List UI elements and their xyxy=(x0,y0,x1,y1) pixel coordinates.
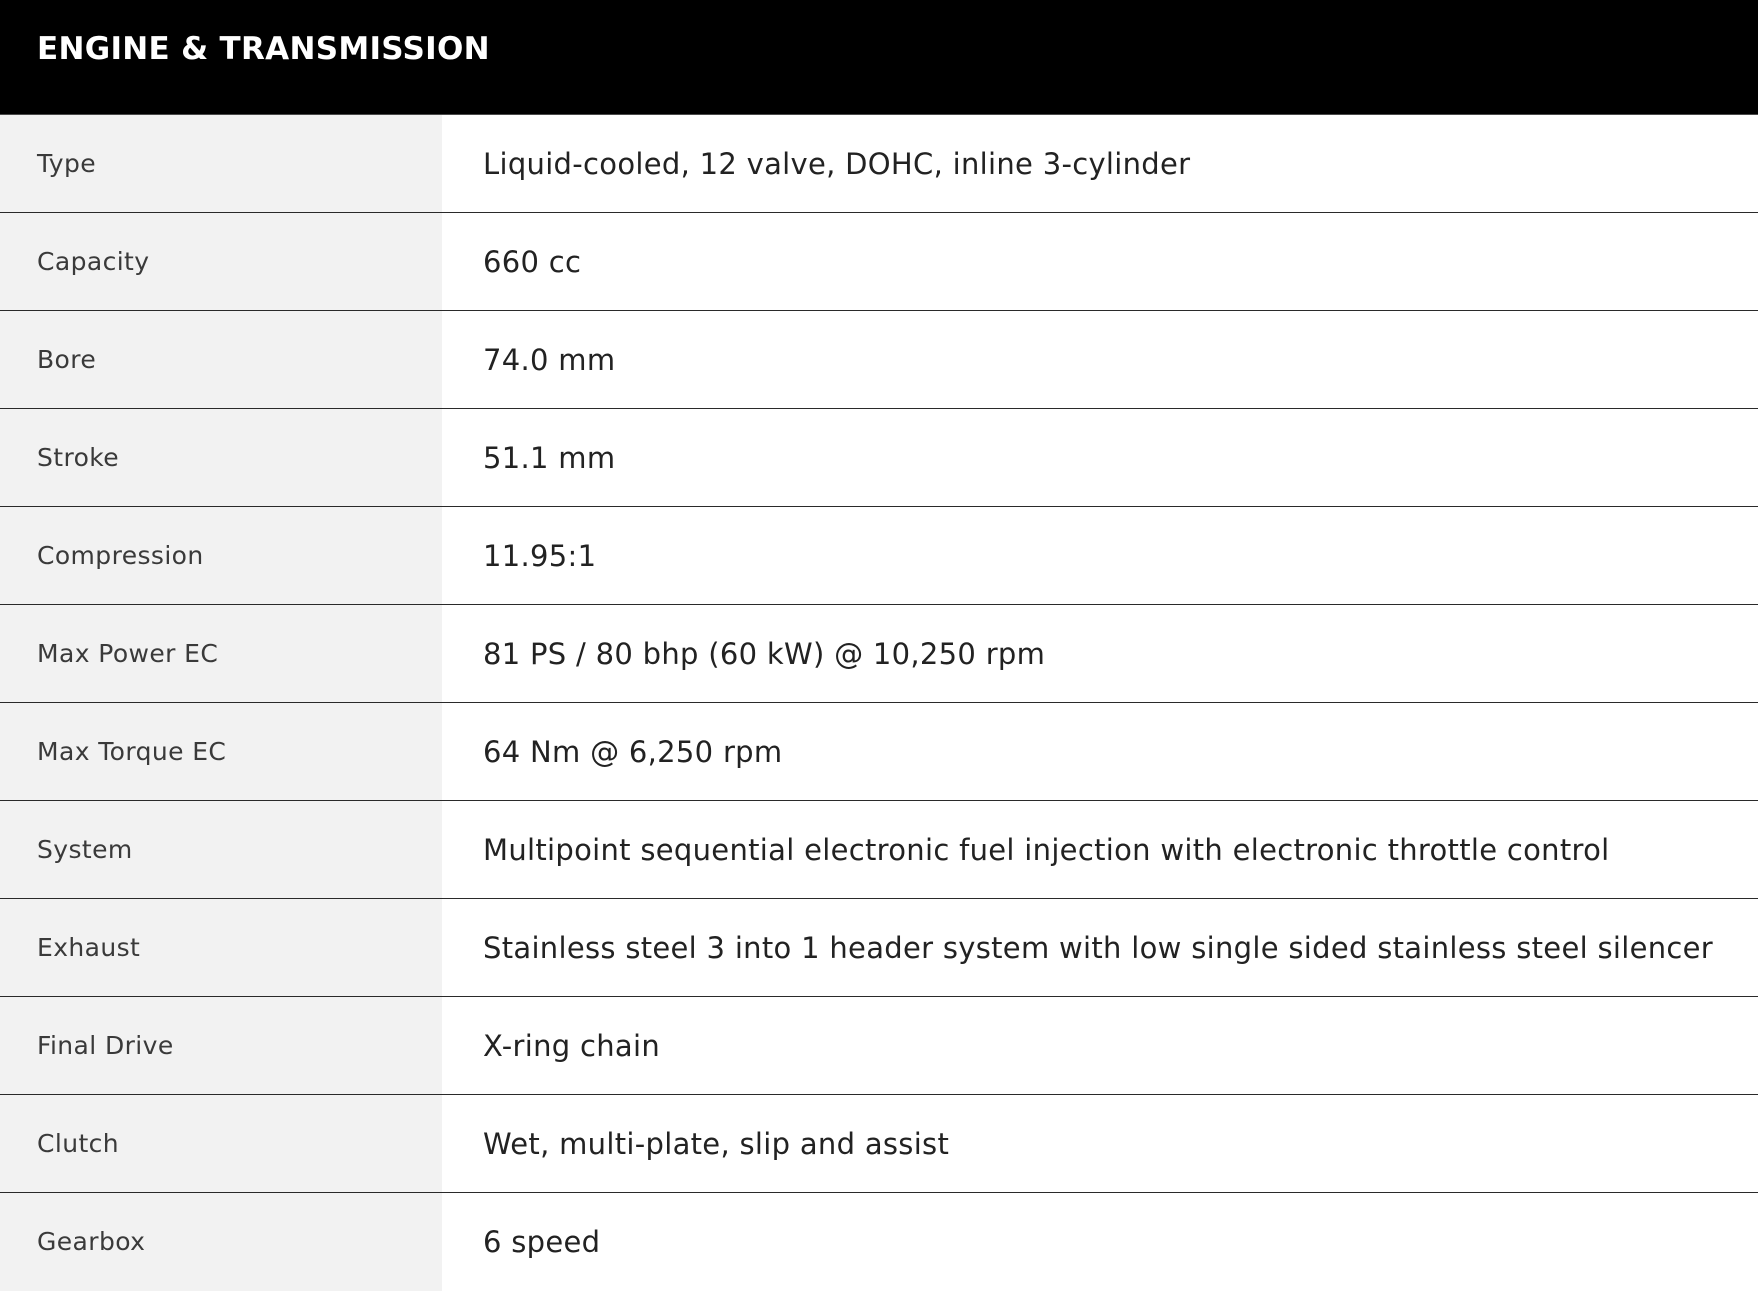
section-title: ENGINE & TRANSMISSION xyxy=(37,31,490,67)
table-row xyxy=(0,213,1758,311)
spec-value: Multipoint sequential electronic fuel injection with electronic throttle control xyxy=(442,801,1758,899)
table-row xyxy=(0,409,1758,507)
spec-label: System xyxy=(0,801,442,899)
spec-label: Compression xyxy=(0,507,442,605)
spec-label: Stroke xyxy=(0,409,442,507)
table-row xyxy=(0,703,1758,801)
spec-value: 64 Nm @ 6,250 rpm xyxy=(442,703,1758,801)
spec-value: 74.0 mm xyxy=(442,311,1758,409)
table-row xyxy=(0,311,1758,409)
table-row xyxy=(0,997,1758,1095)
spec-value: Wet, multi-plate, slip and assist xyxy=(442,1095,1758,1193)
table-row xyxy=(0,507,1758,605)
spec-value: 660 cc xyxy=(442,213,1758,311)
spec-value: 11.95:1 xyxy=(442,507,1758,605)
table-row xyxy=(0,899,1758,997)
spec-label: Final Drive xyxy=(0,997,442,1095)
spec-label: Exhaust xyxy=(0,899,442,997)
spec-value: X-ring chain xyxy=(442,997,1758,1095)
spec-value: Liquid-cooled, 12 valve, DOHC, inline 3-cylinder xyxy=(442,115,1758,213)
spec-table xyxy=(0,114,1758,1291)
section-header xyxy=(0,0,1758,114)
table-row xyxy=(0,1095,1758,1193)
spec-label: Type xyxy=(0,115,442,213)
spec-label: Gearbox xyxy=(0,1193,442,1291)
table-row xyxy=(0,605,1758,703)
spec-label: Bore xyxy=(0,311,442,409)
table-row xyxy=(0,115,1758,213)
spec-value: 6 speed xyxy=(442,1193,1758,1291)
spec-label: Clutch xyxy=(0,1095,442,1193)
spec-label: Max Torque EC xyxy=(0,703,442,801)
table-row xyxy=(0,801,1758,899)
spec-label: Max Power EC xyxy=(0,605,442,703)
spec-value: 81 PS / 80 bhp (60 kW) @ 10,250 rpm xyxy=(442,605,1758,703)
spec-value: 51.1 mm xyxy=(442,409,1758,507)
spec-value: Stainless steel 3 into 1 header system with low single sided stainless steel silencer xyxy=(442,899,1758,997)
spec-label: Capacity xyxy=(0,213,442,311)
